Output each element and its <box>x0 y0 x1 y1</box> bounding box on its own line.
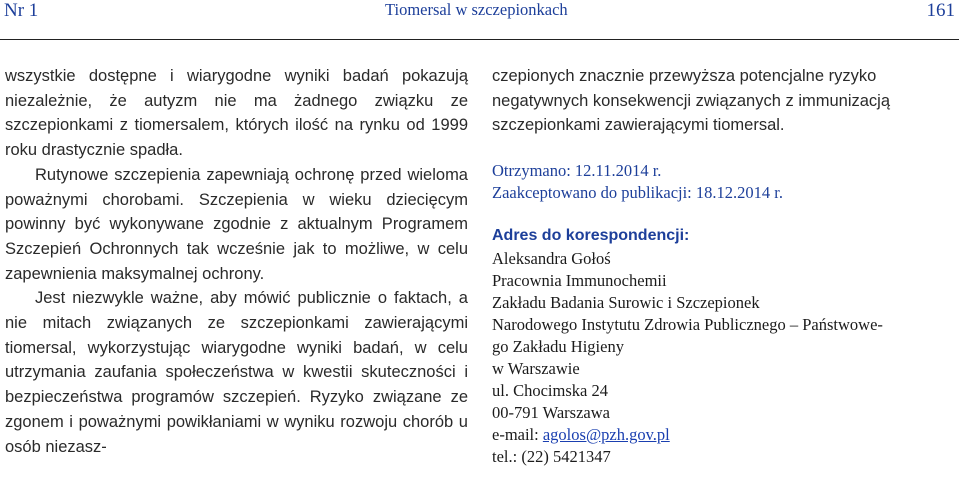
address-street: ul. Chocimska 24 <box>492 381 608 401</box>
correspondence-heading: Adres do korespondencji: <box>492 227 690 245</box>
paragraph-2: Rutynowe szczepienia zapewniają ochronę przed wieloma poważnymi chorobami. Szczepienia w wieku dziecięcym powinny być wykonywane zgodnie z aktualnym Programem Szczepień Ochronnych tak wcześnie jak to możliwe, w celu zapewnienia maksymalnej ochrony. <box>5 165 468 283</box>
continuation-paragraph: czepionych znacznie przewyższa potencjalne ryzyko negatywnych konsekwencji związanych z immunizacją szczepionkami zawierającymi tiomersal. <box>492 67 891 135</box>
address-city: w Warszawie <box>492 359 580 379</box>
left-column <box>5 64 468 459</box>
address-postal: 00-791 Warszawa <box>492 403 610 423</box>
right-column <box>492 64 954 468</box>
running-title: Tiomersal w szczepionkach <box>385 0 568 19</box>
paragraph-3: Jest niezwykle ważne, aby mówić publicznie o faktach, a nie mitach związanych ze szczepionkami zawierającymi tiomersal, wykorzystując wiarygodne wyniki badań, w celu utrzymania zaufania społeczeństwa w kwestii skuteczności i bezpieczeństwa programów szczepień. Ryzyko związane ze zgonem i poważnymi powikłaniami w wyniku rozwoju chorób u osób niezasz- <box>5 289 468 456</box>
email-label: e-mail: <box>492 425 543 445</box>
address-institute-2: go Zakładu Higieny <box>492 337 624 357</box>
issue-number: Nr 1 <box>4 0 39 21</box>
page-number: 161 <box>926 0 955 21</box>
paragraph-1: wszystkie dostępne i wiarygodne wyniki badań pokazują niezależnie, że autyzm nie ma żadnego związku ze szczepionkami z tiomersalem, których ilość na rynku od 1999 roku drastycznie spadła. <box>5 67 468 160</box>
accepted-date: Zaakceptowano do publikacji: 18.12.2014 r. <box>492 183 783 203</box>
page-header <box>0 0 959 24</box>
address-phone: tel.: (22) 5421347 <box>492 447 611 467</box>
address-institute-1: Narodowego Instytutu Zdrowia Publicznego – Państwowe- <box>492 315 883 335</box>
address-name: Aleksandra Gołoś <box>492 249 611 269</box>
header-divider <box>0 39 959 40</box>
address-department: Zakładu Badania Surowic i Szczepionek <box>492 293 760 313</box>
address-email-line <box>492 424 954 446</box>
address-unit: Pracownia Immunochemii <box>492 271 667 291</box>
email-link[interactable]: agolos@pzh.gov.pl <box>542 425 670 445</box>
received-date: Otrzymano: 12.11.2014 r. <box>492 161 662 181</box>
